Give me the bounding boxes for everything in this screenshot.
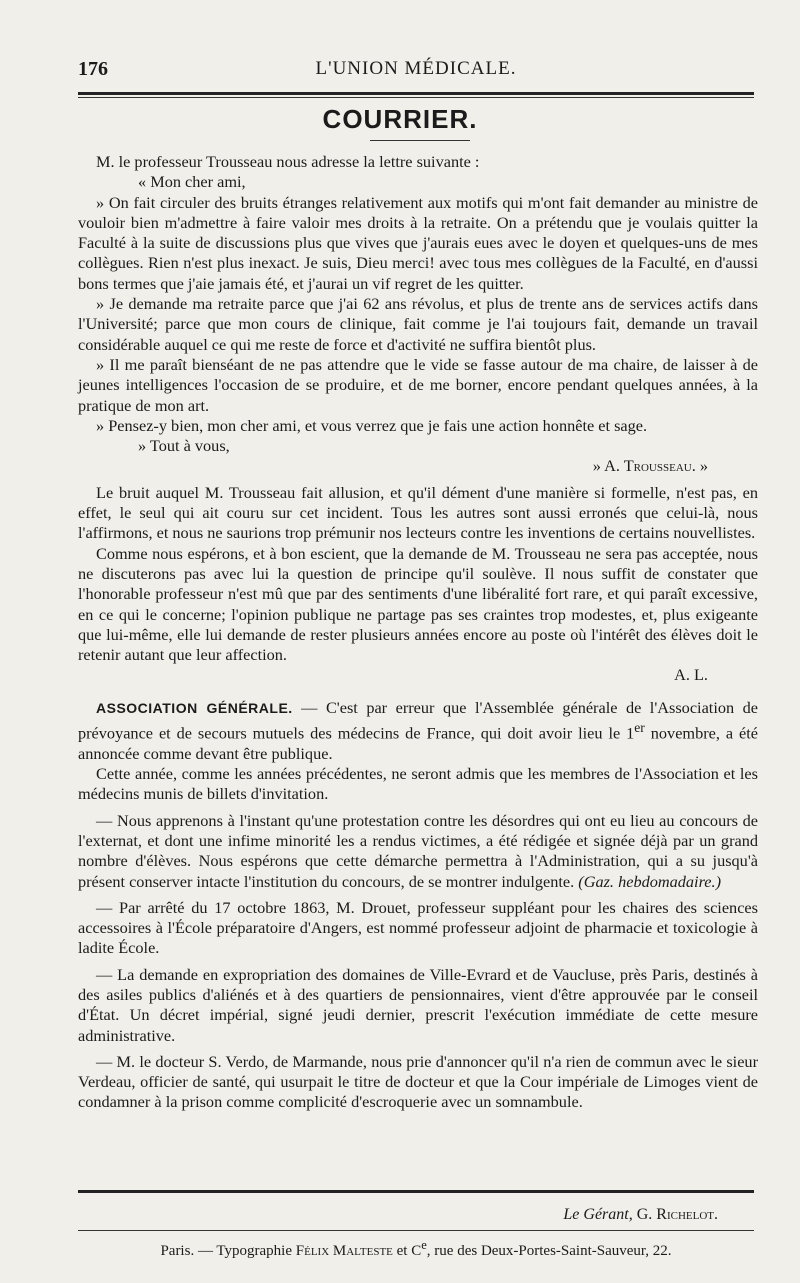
- article-body: [78, 152, 758, 1113]
- letter-signature: » A. Trousseau. »: [592, 456, 708, 476]
- editorial-paragraph: Le bruit auquel M. Trousseau fait allusion, et qu'il dément d'une manière si formelle, n'est pas, en effet, le seul qui ait couru sur cet incident. Tous les autres sont aussi erronés que celui-là, nous l'affirmons, et nous ne saurions trop prémunir nos lecteurs contre les inventions de certains nouvellistes.: [78, 482, 758, 543]
- news-item: — La demande en expropriation des domaines de Ville-Evrard et de Vaucluse, près Paris, destinés à des asiles publics d'aliénés et à des quartiers de pensionnaires, vient d'être approuvée par le conseil d'État. Un décret impérial, signé jeudi dernier, prescrit l'exécution immédiate de cette mesure administrative.: [78, 964, 758, 1045]
- gerant-name: G. Richelot.: [636, 1206, 718, 1223]
- news-item: — Par arrêté du 17 octobre 1863, M. Drouet, professeur suppléant pour les chaires des sciences accessoires à l'École préparatoire d'Angers, est nommé professeur adjoint de pharmacie et toxicologie à ladite École.: [78, 897, 758, 958]
- page-number: 176: [78, 58, 108, 80]
- printer-name: Félix Malteste: [295, 1243, 393, 1259]
- title-underline: [370, 140, 470, 141]
- footer-rule-thin: [78, 1230, 754, 1231]
- running-title: L'UNION MÉDICALE.: [315, 58, 517, 79]
- printer-line: [78, 1238, 754, 1260]
- news-item: [78, 811, 758, 892]
- printer-text-2: et C: [392, 1243, 422, 1259]
- letter-paragraph: » Je demande ma retraite parce que j'ai 62 ans révolus, et plus de trente ans de services actifs dans l'Université; parce que mon cours de clinique, fait comme je l'ai toujours fait, demande un travail considérable auquel ce qui me reste de force et d'activité ne suffira bientôt plus.: [78, 294, 758, 354]
- news-item: — M. le docteur S. Verdo, de Marmande, nous prie d'annoncer qu'il n'a rien de commun avec le sieur Verdeau, officier de santé, qui usurpait le titre de docteur et que la Cour impériale de Limoges vient de condamner à la prison comme complicité d'escroquerie avec un somnambule.: [78, 1051, 758, 1112]
- letter-paragraph: » Pensez-y bien, mon cher ami, et vous verrez que je fais une action honnête et sage.: [96, 415, 648, 435]
- letter-intro: M. le professeur Trousseau nous adresse la lettre suivante :: [96, 152, 480, 171]
- letter-closing: » Tout à vous,: [138, 436, 230, 456]
- ordinal-suffix: er: [634, 720, 645, 736]
- section-title: COURRIER.: [322, 104, 478, 134]
- printer-address: , rue des Deux-Portes-Saint-Sauveur, 22.: [426, 1243, 672, 1259]
- news-externat: — Nous apprenons à l'instant qu'une protestation contre les désordres qui ont eu lieu au concours de l'externat, et dont une infime minorité les a rendus victimes, a été rédigée et signée déjà par un grand nombre d'élèves. Nous espérons que cette démarche permettra à l'Administration, qui a su jusqu'à présent conserver intacte l'institution du concours, de se montrer indulgente.: [78, 810, 758, 891]
- printer-sup: e: [421, 1238, 427, 1252]
- letter-paragraph: » On fait circuler des bruits étranges relativement aux motifs qui m'ont fait demander au ministre de vouloir bien m'admettre à faire valoir mes droits à la retraite. On a prétendu que je voulais quitter la Faculté à la suite de discussions plus que vives que j'aurais eues avec le doyen et quelques-uns de mes collègues. Rien n'est plus inexact. Je suis, Dieu merci! avec tous mes collègues de la Faculté, en d'aussi bons termes que j'aie jamais été, et j'aurai un vif regret de les quitter.: [78, 192, 758, 293]
- association-text: — C'est par erreur que l'Assemblée générale de l'Association de prévoyance et de secours mutuels des médecins de France, qui doit avoir lieu le 1: [78, 697, 758, 743]
- printer-text: Paris. — Typographie: [160, 1243, 296, 1259]
- letter-paragraph: » Il me paraît bienséant de ne pas attendre que le vide se fasse autour de ma chaire, de laisser à de jeunes intelligences l'occasion de se produire, et de me borner, encore pendant quelques années, à la pratique de mon art.: [78, 354, 758, 415]
- gerant-label: Le Gérant,: [563, 1206, 633, 1223]
- header-rule: [78, 92, 754, 95]
- association-paragraph: Cette année, comme les années précédentes, ne seront admis que les membres de l'Association et les médecins munis de billets d'invitation.: [78, 764, 758, 804]
- association-paragraph: [78, 698, 758, 764]
- letter-salutation: « Mon cher ami,: [138, 172, 246, 192]
- news-source: (Gaz. hebdomadaire.): [578, 871, 722, 891]
- footer-rule: [78, 1190, 754, 1193]
- page-header: [78, 50, 754, 90]
- association-text-end: novembre, a été annoncée comme devant être publique.: [78, 723, 758, 763]
- editorial-paragraph: Comme nous espérons, et à bon escient, que la demande de M. Trousseau ne sera pas acceptée, nous ne discuterons pas avec lui la question de principe qu'il soulève. Il nous suffit de constater que l'honorable professeur n'est mû que par des sentiments d'une libéralité fort rare, et qui paraît excessive, en ce qui le concerne; l'opinion publique ne partage pas ses craintes trop modestes, et, plus exigeante que lui-même, elle lui demande de rester plusieurs années encore au poste où l'intérêt des élèves doit le retenir autant que leur affection.: [78, 543, 758, 665]
- author-initials: A. L.: [674, 665, 708, 685]
- gerant-line: [78, 1206, 718, 1224]
- header-rule-thin: [78, 97, 754, 98]
- association-heading: ASSOCIATION GÉNÉRALE.: [96, 699, 293, 716]
